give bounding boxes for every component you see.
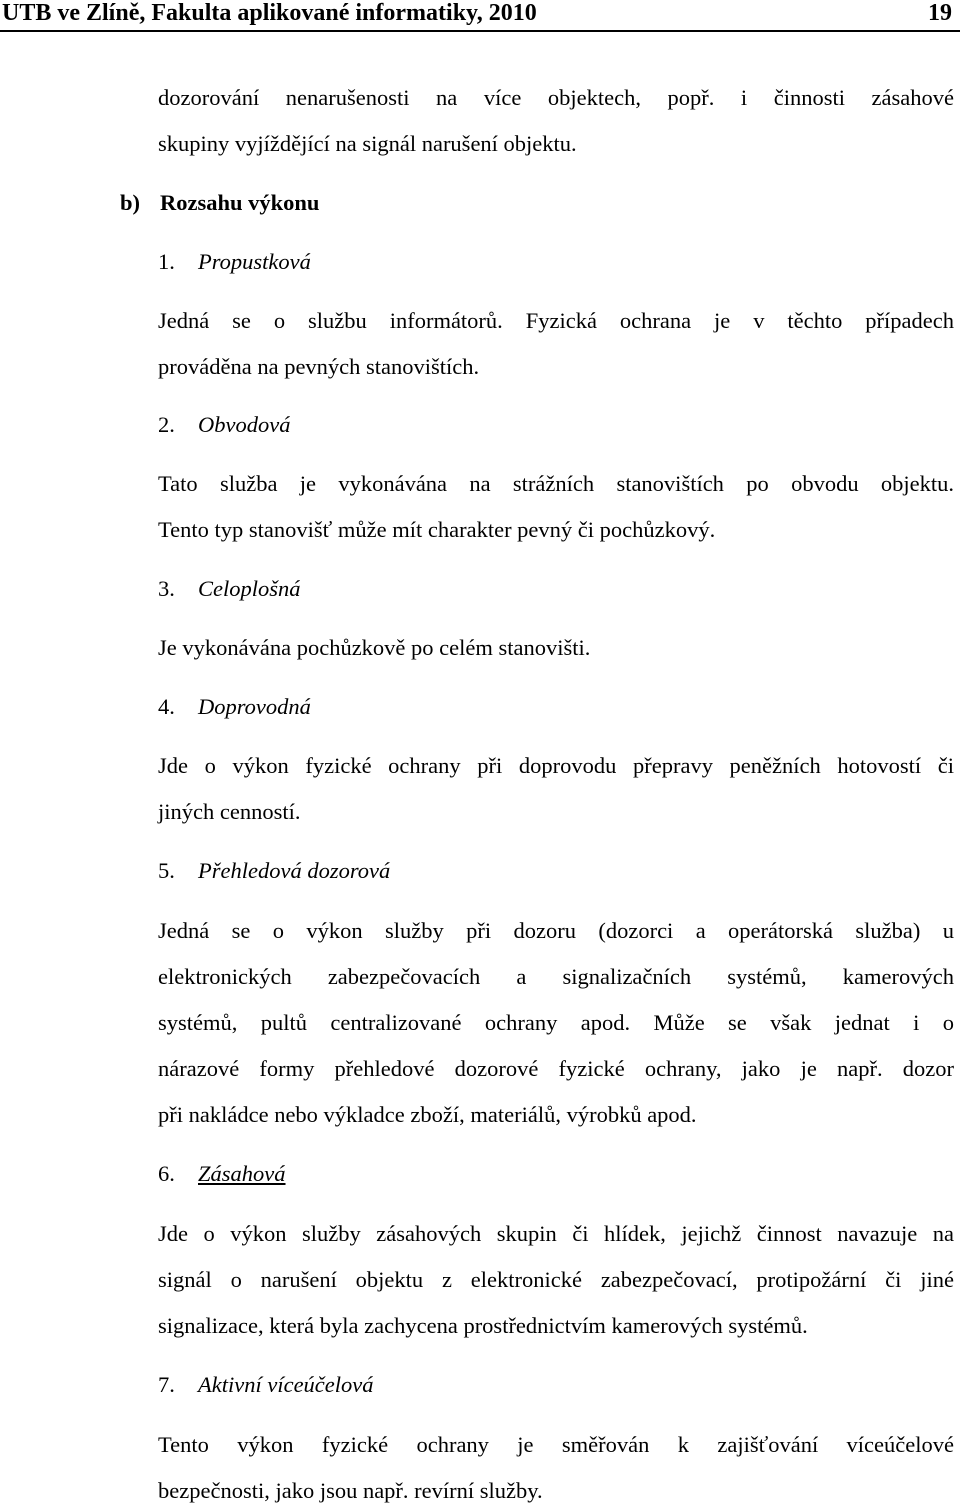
list-item-heading <box>158 411 290 439</box>
body-line: prováděna na pevných stanovištích. <box>158 354 480 379</box>
item-number: 5. <box>158 858 175 883</box>
header-rule <box>0 30 960 32</box>
body-line: nárazové formy přehledové dozorové fyzické ochrany, jako je např. dozor <box>158 1056 954 1081</box>
item-title: Přehledová dozorová <box>198 858 391 883</box>
body-line: bezpečnosti, jako jsou např. revírní služby. <box>158 1478 543 1503</box>
body-line: Tento typ stanovišť může mít charakter pevný či pochůzkový. <box>158 517 716 542</box>
section-heading <box>120 189 319 217</box>
item-title: Aktivní víceúčelová <box>198 1372 374 1397</box>
item-title: Obvodová <box>198 412 291 437</box>
item-title: Doprovodná <box>198 694 311 719</box>
item-title: Zásahová <box>198 1161 286 1186</box>
item-number: 7. <box>158 1372 175 1397</box>
item-title: Celoplošná <box>198 576 301 601</box>
body-line: systémů, pultů centralizované ochrany apod. Může se však jednat i o <box>158 1010 954 1035</box>
body-line: signál o narušení objektu z elektronické zabezpečovací, protipožární či jiné <box>158 1267 954 1292</box>
body-line: skupiny vyjíždějící na signál narušení objektu. <box>158 131 577 156</box>
page-number: 19 <box>928 0 952 26</box>
item-title: Propustková <box>198 249 311 274</box>
list-item-heading <box>158 248 311 276</box>
body-line: jiných cenností. <box>158 799 301 824</box>
body-line: Je vykonávána pochůzkově po celém stanovišti. <box>158 635 591 660</box>
body-line: při nakládce nebo výkladce zboží, materiálů, výrobků apod. <box>158 1102 697 1127</box>
body-line: elektronických zabezpečovacích a signalizačních systémů, kamerových <box>158 964 954 989</box>
item-number: 4. <box>158 694 175 719</box>
body-line: Jedná se o výkon služby při dozoru (dozorci a operátorská služba) u <box>158 918 954 943</box>
item-number: 2. <box>158 412 175 437</box>
body-line: Tato služba je vykonávána na strážních stanovištích po obvodu objektu. <box>158 471 954 496</box>
list-item-heading <box>158 857 390 885</box>
item-number: 3. <box>158 576 175 601</box>
page-header <box>0 0 960 34</box>
list-item-heading <box>158 693 311 721</box>
list-item-heading <box>158 1371 374 1399</box>
list-item-heading <box>158 1160 286 1188</box>
section-title: Rozsahu výkonu <box>160 190 320 215</box>
item-number: 1. <box>158 249 175 274</box>
body-line: signalizace, která byla zachycena prostřednictvím kamerových systémů. <box>158 1313 808 1338</box>
body-line: dozorování nenarušenosti na více objektech, popř. i činnosti zásahové <box>158 85 954 110</box>
item-number: 6. <box>158 1161 175 1186</box>
section-marker: b) <box>120 190 141 215</box>
body-line: Tento výkon fyzické ochrany je směřován k zajišťování víceúčelové <box>158 1432 954 1457</box>
body-line: Jedná se o službu informátorů. Fyzická ochrana je v těchto případech <box>158 308 954 333</box>
header-title: UTB ve Zlíně, Fakulta aplikované informatiky, 2010 <box>2 0 537 26</box>
body-line: Jde o výkon služby zásahových skupin či hlídek, jejichž činnost navazuje na <box>158 1221 954 1246</box>
list-item-heading <box>158 575 301 603</box>
body-line: Jde o výkon fyzické ochrany při doprovodu přepravy peněžních hotovostí či <box>158 753 954 778</box>
